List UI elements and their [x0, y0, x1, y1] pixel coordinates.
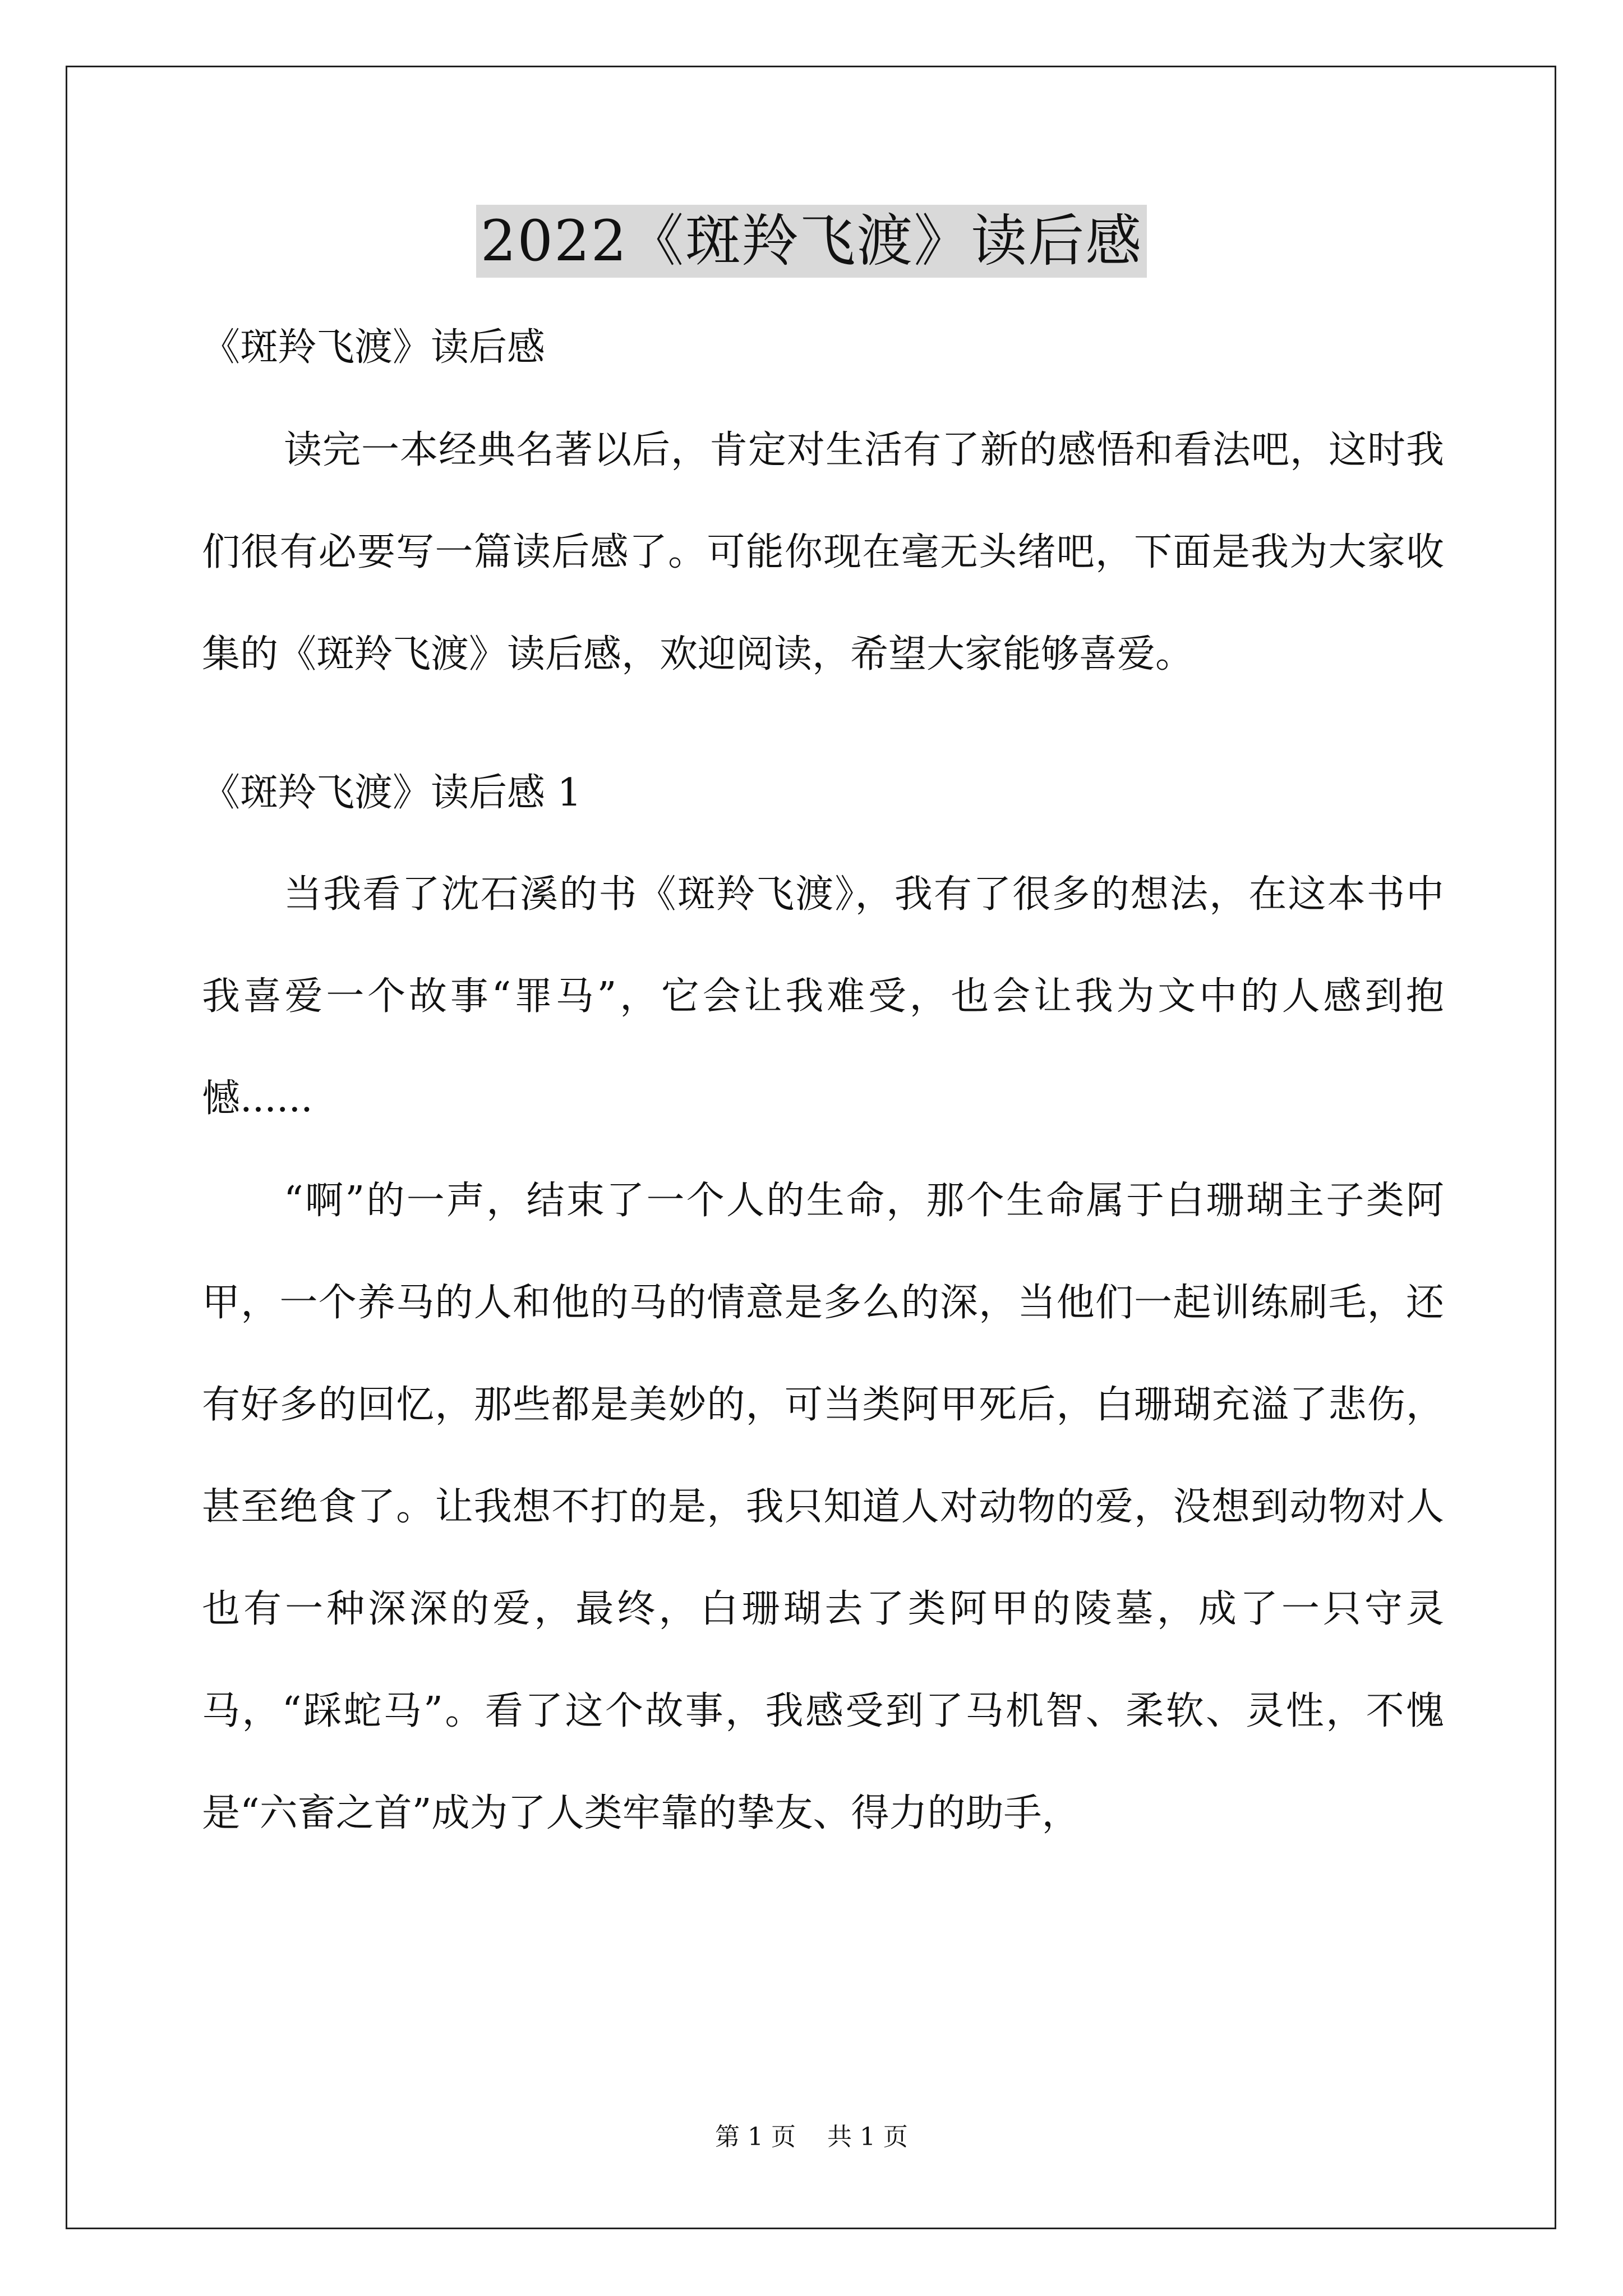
- title-container: [0, 205, 1623, 278]
- intro-paragraph: 读完一本经典名著以后，肯定对生活有了新的感悟和看法吧，这时我们很有必要写一篇读后感了。可能你现在毫无头绪吧，下面是我为大家收集的《斑羚飞渡》读后感，欢迎阅读，希望大家能够喜爱。: [202, 428, 1444, 677]
- spacer: [202, 827, 1444, 844]
- document-body: [202, 314, 1444, 1865]
- body-paragraph: “啊”的一声，结束了一个人的生命，那个生命属于白珊瑚主子类阿甲，一个养马的人和他的马的情意是多么的深，当他们一起训练刷毛，还有好多的回忆，那些都是美妙的，可当类阿甲死后，白珊瑚充溢了悲伤，甚至绝食了。让我想不打的是，我只知道人对动物的爱，没想到动物对人也有一种深深的爱，最终，白珊瑚去了类阿甲的陵墓，成了一只守灵马，“踩蛇马”。看了这个故事，我感受到了马机智、柔软、灵性，不愧是“六畜之首”成为了人类牢靠的挚友、得力的助手，: [202, 1179, 1444, 1835]
- page-footer: 第 1 页 共 1 页: [715, 2123, 908, 2151]
- spacer: [202, 381, 1444, 399]
- body-paragraph: 当我看了沈石溪的书《斑羚飞渡》，我有了很多的想法，在这本书中我喜爱一个故事“罪马”，它会让我难受，也会让我为文中的人感到抱憾......: [202, 872, 1444, 1121]
- section-heading: 《斑羚飞渡》读后感 1: [202, 771, 582, 815]
- subtitle: 《斑羚飞渡》读后感: [202, 325, 546, 370]
- spacer: [202, 706, 1444, 760]
- document-title: 2022《斑羚飞渡》读后感: [476, 205, 1147, 278]
